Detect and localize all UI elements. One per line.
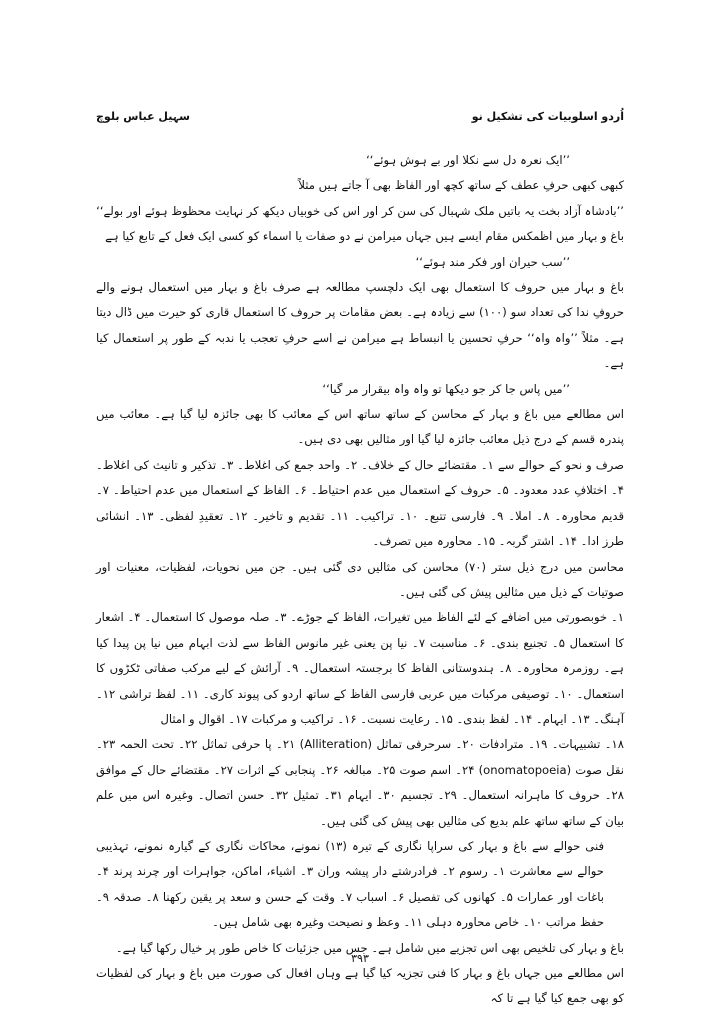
running-header <box>96 110 624 130</box>
body-text <box>96 148 624 1012</box>
book-title: اُردو اسلوبیات کی تشکیل نو <box>471 110 624 123</box>
paragraph: کبھی کبھی حرفِ عطف کے ساتھ کچھ اور الفاظ بھی آ جاتے ہیں مثلاً <box>298 178 624 193</box>
page-number: ۳۹۳ <box>351 952 369 965</box>
paragraph: محاسن میں درج ذیل ستر (۷۰) محاسن کی مثالیں دی گئی ہیں۔ جن میں نحویات، لفظیات، معنیات اور صوتیات کے ذیل میں مثالیں پیش کی گئی ہیں۔ <box>96 559 625 599</box>
paragraph: اس مطالعے میں جہاں باغ و بہار کا فنی تجزیہ کیا گیا ہے وہاں افعال کی صورت میں باغ و بہار کی لفظیات کو بھی جمع کیا گیا ہے تا کہ <box>96 966 624 1006</box>
quote-paragraph: ’’ایک نعرہ دل سے نکلا اور بے ہوش ہوئے‘‘ <box>366 153 570 167</box>
paragraph: فنی حوالے سے باغ و بہار کی سراپا نگاری کے تیرہ (۱۳) نمونے، محاکات نگاری کے گیارہ نمونے، تہذیبی حوالے سے معاشرت ۱۔ رسوم ۲۔ فرادرشتے دار پیشہ وران ۳۔ اشیاء، اماکن، جواہرات اور چرند پرند ۴۔ باغات اور عمارات ۵۔ کھانوں کی تفصیل ۶۔ اسباب ۷۔ وقت کے حسن و سعد پر یقین رکھنا ۸۔ صدقہ ۹۔ حفظ مراتب ۱۰۔ خاص محاورہ دہلی ۱۱۔ وعظ و نصیحت وغیرہ بھی شامل ہیں۔ <box>96 838 604 930</box>
paragraph: صرف و نحو کے حوالے سے ۱۔ مقتضائے حال کے خلاف۔ ۲۔ واحد جمع کی اغلاط۔ ۳۔ تذکیر و تانیث کی اغلاط۔ ۴۔ اختلافِ عدد معدود۔ ۵۔ حروف کے استعمال میں عدم احتیاط۔ ۶۔ الفاظ کے استعمال میں عدم احتیاط۔ ۷۔ قدیم محاورہ۔ ۸۔ املا۔ ۹۔ فارسی تتبع۔ ۱۰۔ تراکیب۔ ۱۱۔ تقدیم و تاخیر۔ ۱۲۔ تعقیدِ لفظی۔ ۱۳۔ انشائی طرز ادا۔ ۱۴۔ اشتر گربہ۔ ۱۵۔ محاورہ میں تصرف۔ <box>96 457 625 549</box>
quote-paragraph: ’’بادشاہ آزاد بخت یہ باتیں ملک شہبال کی سن کر اور اس کی خوبیاں دیکھ کر نہایت محظوظ ہوئے اور بولے‘‘ <box>96 203 624 218</box>
quote-paragraph: ’’سب حیران اور فکر مند ہوئے‘‘ <box>415 254 570 269</box>
paragraph: ۱۸۔ تشبیہات۔ ۱۹۔ مترادفات ۲۰۔ سرحرفی تماثل (Alliteration) ۲۱۔ پا حرفی تماثل ۲۲۔ تحت الحمہ ۲۳۔ نقل صوت (onomatopoeia) ۲۴۔ اسم صوت ۲۵۔ مبالغہ ۲۶۔ پنجابی کے اثرات ۲۷۔ مقتضائے حال کے موافق ۲۸۔ حروف کا ماہرانہ استعمال۔ ۲۹۔ تجسیم ۳۰۔ ایہام ۳۱۔ تمثیل ۳۲۔ حسن اتصال۔ وغیرہ اس میں علم بیان کے ساتھ ساتھ علم بدیع کی مثالیں بھی پیش کی گئی ہیں۔ <box>96 737 625 828</box>
paragraph: اس مطالعے میں باغ و بہار کے محاسن کے ساتھ ساتھ اس کے معائب کا بھی جائزہ لیا گیا ہے۔ معائب میں پندرہ قسم کے درج ذیل معائب جائزہ لیا گیا اور مثالیں بھی دی ہیں۔ <box>96 407 624 447</box>
author-name: سہیل عباس بلوچ <box>96 110 190 123</box>
paragraph: باغ و بہار کی تلخیص بھی اس تجزیے میں شامل ہے۔ جس میں جزئیات کا خاص طور پر خیال رکھا گیا ہے۔ <box>115 940 624 955</box>
paragraph: باغ و بہار میں اظمکس مقام ایسے ہیں جہاں میرامن نے دو صفات یا اسماء کو کسی ایک فعل کے تابع کیا ہے <box>105 229 624 244</box>
quote-paragraph: ’’میں پاس جا کر جو دیکھا تو واہ واہ بیقرار مر گیا‘‘ <box>322 381 570 396</box>
paragraph: باغ و بہار میں حروف کا استعمال بھی ایک دلچسپ مطالعہ ہے صرف باغ و بہار میں استعمال ہونے والے حروفِ ندا کی تعداد سو (۱۰۰) سے زیادہ ہے۔ بعض مقامات پر حروف کا استعمال قاری کو حیرت میں ڈال دیتا ہے۔ مثلاً ’’واہ واہ‘‘ حرفِ تحسین یا انبساط ہے میرامن نے اسے حرفِ تعجب یا ندبہ کے طور پر استعمال کیا ہے۔ <box>96 280 624 371</box>
paragraph: ۱۔ خوبصورتی میں اضافے کے لئے الفاظ میں تغیرات، الفاظ کے جوڑے۔ ۳۔ صلہ موصول کا استعمال۔ ۴۔ اشعار کا استعمال ۵۔ تجنیع بندی۔ ۶۔ مناسبت ۷۔ نیا پن یعنی غیر مانوس الفاظ سے لذت ابہام میں نیا پن پیدا کیا ہے۔ روزمرہ محاورہ۔ ۸۔ ہندوستانی الفاظ کا برجستہ استعمال۔ ۹۔ آرائش کے لیے مرکب صفاتی ٹکڑوں کا استعمال۔ ۱۰۔ توصیفی مرکبات میں عربی فارسی الفاظ کے ساتھ اردو کی پیوند کاری۔ ۱۱۔ لفظ تراشی ۱۲۔ آہنگ۔ ۱۳۔ ایہام۔ ۱۴۔ لفظ بندی۔ ۱۵۔ رعایت نسبت۔ ۱۶۔ تراکیب و مرکبات ۱۷۔ اقوال و امثال <box>96 610 625 726</box>
